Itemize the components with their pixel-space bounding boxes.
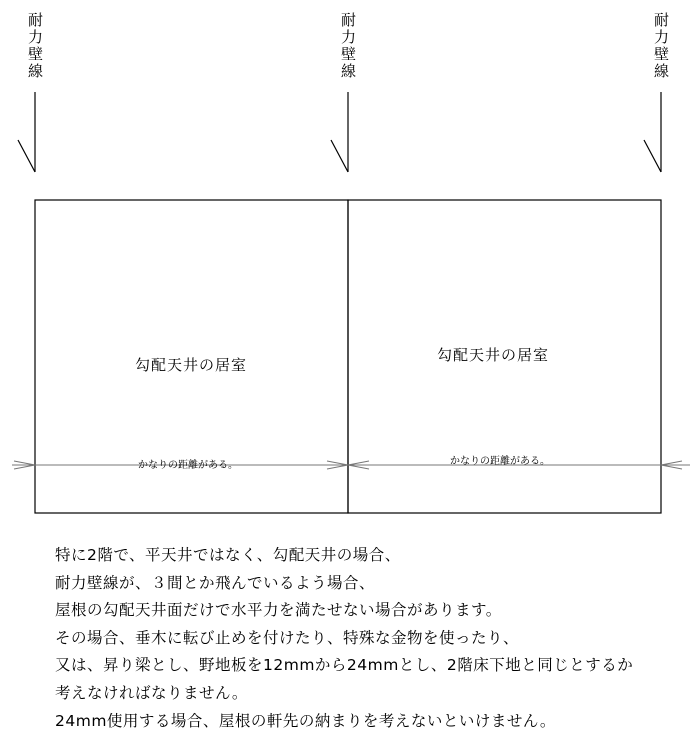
- wall-line-leader-1: [18, 92, 35, 172]
- wall-line-label-1: 耐力壁線: [26, 12, 44, 80]
- note-line: 又は、昇り梁とし、野地板を12mmから24mmとし、2階床下地と同じとするか: [55, 656, 634, 675]
- wall-line-label-2: 耐力壁線: [339, 12, 357, 80]
- note-line: 特に2階で、平天井ではなく、勾配天井の場合、: [55, 546, 401, 564]
- wall-line-leader-2: [331, 92, 348, 172]
- distance-note-right: かなりの距離がある。: [450, 456, 550, 467]
- note-line: 耐力壁線が、３間とか飛んでいるよう場合、: [55, 573, 376, 592]
- explanation-notes: [55, 542, 695, 735]
- room-label-left: 勾配天井の居室: [135, 356, 248, 374]
- note-line: その場合、垂木に転び止めを付けたり、特殊な金物を使ったり、: [55, 628, 520, 647]
- note-line: 屋根の勾配天井面だけで水平力を満たせない場合があります。: [55, 601, 502, 620]
- room-label-right: 勾配天井の居室: [437, 346, 550, 364]
- wall-line-label-3: 耐力壁線: [652, 12, 670, 80]
- note-line: 24mm使用する場合、屋根の軒先の納まりを考えないといけません。: [55, 711, 556, 730]
- note-line: 考えなければなりません。: [55, 683, 248, 702]
- distance-note-left: かなりの距離がある。: [138, 460, 238, 471]
- wall-line-leader-3: [644, 92, 661, 172]
- dimension-line: [12, 461, 690, 469]
